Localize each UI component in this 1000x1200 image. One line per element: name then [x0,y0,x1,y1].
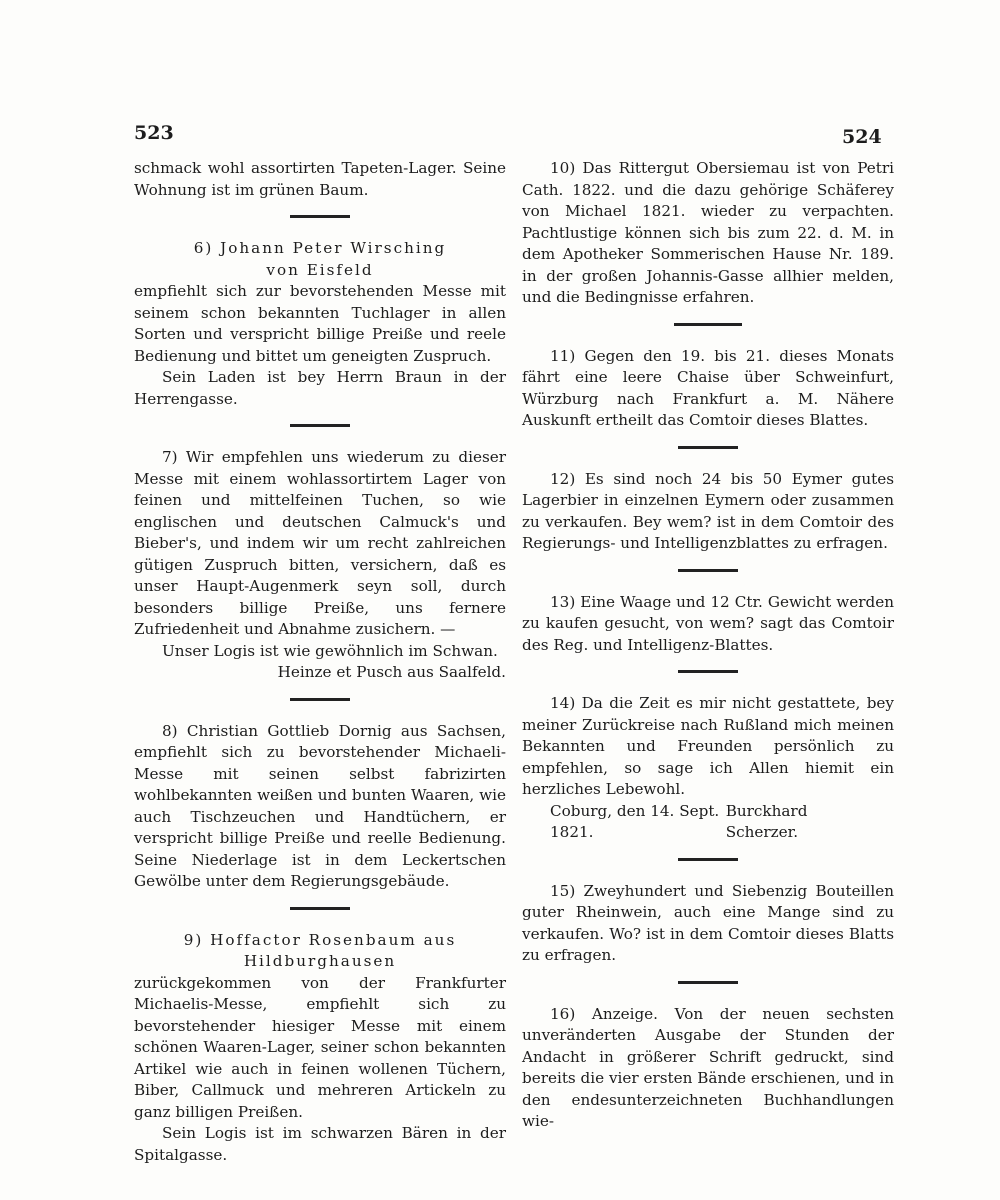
intro-paragraph: schmack wohl assortirten Tapeten-Lager. Seine Wohnung ist im grünen Baum. [134,159,506,199]
item7-body: 7) Wir empfehlen uns wiederum zu dieser Messe mit einem wohlassortirtem Lager von feinen und mittelfeinen Tuchen, so wie englischen und deutschen Calmuck's und Bieber's, und indem wir um recht zahlreichen gütigen Zuspruch bitten, versichern, daß es unser Haupt-Augenmerk seyn soll, durch besonders billige Preiße, uns fernere Zufriedenheit und Abnahme zusichern. — [134,448,506,638]
section-divider [678,670,738,673]
item14-signature: Burckhard Scherzer. [725,801,808,841]
section-divider [678,858,738,861]
section-divider [290,215,350,218]
item16-body: 16) Anzeige. Von der neuen sechsten unveränderten Ausgabe der Stunden der Andacht in größerer Schrift gedruckt, sind bereits die vier ersten Bände erschienen, und in den endesunterzeichneten Buchhandlungen wie- [522,1004,894,1130]
page-number-right: 524 [842,126,882,148]
item9-body: zurückgekommen von der Frankfurter Michaelis-Messe, empfiehlt sich zu bevorstehender hiesiger Messe mit einem schönen Waaren-Lager, seiner schon bekannten Artikel wie auch in feinen wollenen Tüchern, Biber, Callmuck und mehreren Artickeln zu ganz billigen Preißen. [134,973,506,1121]
item8-body: 8) Christian Gottlieb Dornig aus Sachsen, empfiehlt sich zu bevorstehender Michaeli-Messe mit seinen selbst fabrizirten wohlbekannten weißen und bunten Waaren, wie auch Tischzeuchen und Handtüchern, er verspricht billige Preiße und reelle Bedienung. Seine Niederlage ist in dem Leckertschen Gewölbe unter dem Regierungsgebäude. [134,721,506,890]
item7-signature: Heinze et Pusch aus Saalfeld. [277,663,506,681]
section-divider [678,446,738,449]
item6-body: empfiehlt sich zur bevorstehenden Messe mit seinem schon bekannten Tuchlager in allen Sorten und verspricht billige Preiße und reele Bedienung und bittet um geneigten Zuspruch. [134,282,506,365]
item15-body: 15) Zweyhundert und Siebenzig Bouteillen guter Rheinwein, auch eine Mange sind zu verkaufen. Wo? ist in dem Comtoir dieses Blatts zu erfragen. [522,881,894,964]
item11-body: 11) Gegen den 19. bis 21. dieses Monats fährt eine leere Chaise über Schweinfurt, Würzburg nach Frankfurt a. M. Nähere Auskunft ertheilt das Comtoir dieses Blattes. [522,346,894,429]
item9-heading: 9) Hoffactor Rosenbaum aus [183,930,457,949]
page-number-left: 523 [134,122,174,144]
section-divider [290,698,350,701]
item14-signature-line [522,801,894,844]
section-divider [290,907,350,910]
item6-heading: 6) Johann Peter Wirsching [193,239,447,257]
section-divider [678,981,738,984]
item6-body2: Sein Laden ist bey Herrn Braun in der Herrengasse. [134,368,506,408]
item12-body: 12) Es sind noch 24 bis 50 Eymer gutes Lagerbier in einzelnen Eymern oder zusammen zu verkaufen. Bey wem? ist in dem Comtoir des Regierungs- und Intelligenzblattes zu erfragen. [522,469,894,552]
item7-logis: Unser Logis ist wie gewöhnlich im Schwan. [162,641,498,660]
item14-body: 14) Da die Zeit es mir nicht gestattete, bey meiner Zurückreise nach Rußland mich meinen Bekannten und Freunden persönlich zu empfehlen, so sage ich Allen hiemit ein herzliches Lebewohl. [522,694,894,798]
section-divider [674,323,742,326]
right-column [522,158,894,1133]
item10-body: 10) Das Rittergut Obersiemau ist von Petri Cath. 1822. und die dazu gehörige Schäferey von Michael 1821. wieder zu verpachten. Pachtlustige können sich bis zum 22. d. M. in dem Apotheker Sommerischen Hause Nr. 189. in der großen Johannis-Gasse allhier melden, und die Bedingnisse erfahren. [522,159,894,306]
item9-subheading: Hildburghausen [243,952,397,970]
item13-body: 13) Eine Waage und 12 Ctr. Gewicht werden zu kaufen gesucht, von wem? sagt das Comtoir des Reg. und Intelligenz-Blattes. [522,592,894,654]
section-divider [290,424,350,427]
item14-place-date: Coburg, den 14. Sept. 1821. [550,801,720,841]
section-divider [678,569,738,572]
item9-body2: Sein Logis ist im schwarzen Bären in der Spitalgasse. [134,1124,506,1164]
left-column [134,158,506,1166]
item6-subheading: von Eisfeld [266,260,374,279]
